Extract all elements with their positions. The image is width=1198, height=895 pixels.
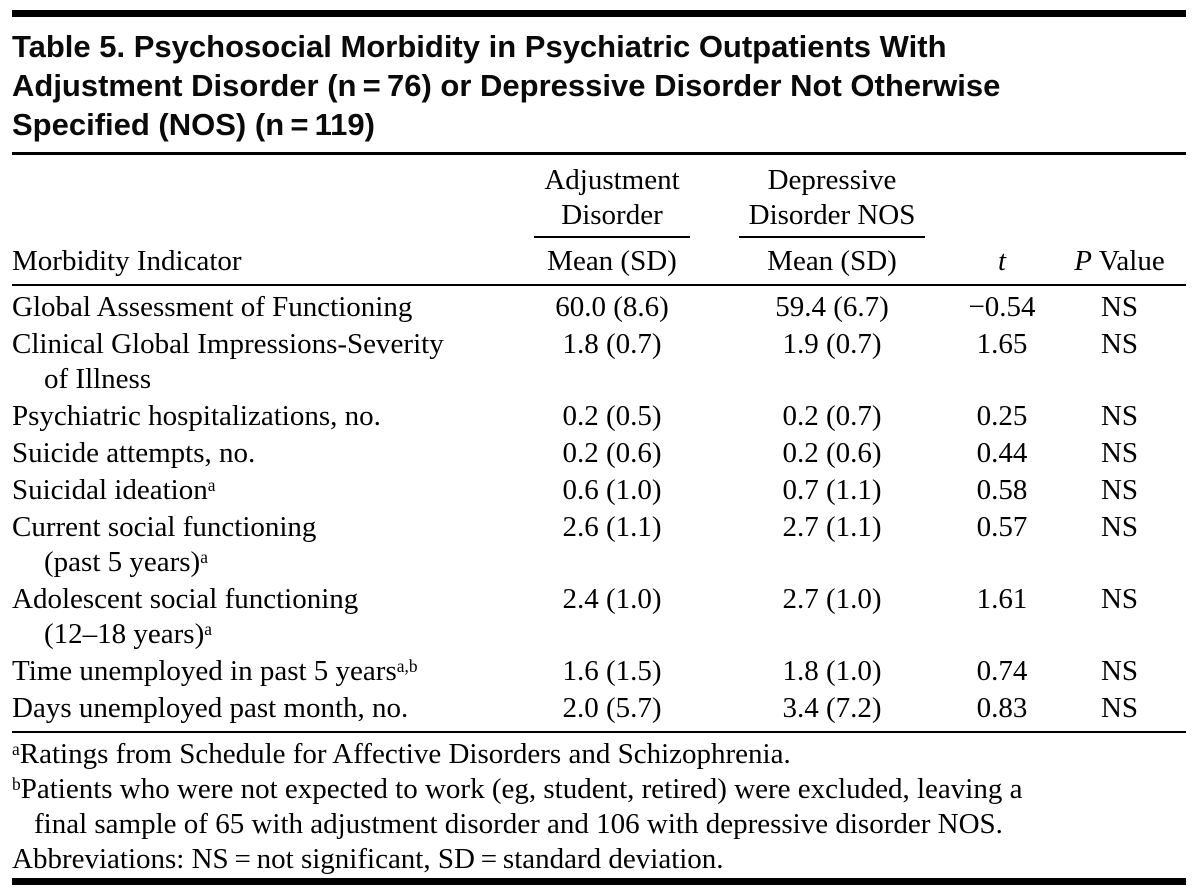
row-label-text: Current social functioning — [12, 511, 317, 543]
footnote-a — [12, 737, 1186, 772]
footnote-reference: a — [207, 475, 216, 496]
column-header-depressive-mean-sd: Mean (SD) — [767, 245, 897, 277]
table-title-line: Specified (NOS) (n = 119) — [12, 107, 375, 142]
row-label-line — [12, 436, 507, 471]
p-value-italic-p: P — [1074, 245, 1092, 277]
cell-t-value: 0.58 — [976, 474, 1028, 506]
title-rule — [12, 152, 1186, 155]
footnote-marker: a — [12, 739, 20, 760]
cell-t-value: −0.54 — [968, 291, 1036, 323]
cell-adjustment-mean-sd: 60.0 (8.6) — [555, 291, 669, 323]
row-label-line — [12, 362, 507, 397]
table-row — [12, 582, 1186, 652]
column-group-adjustment-disorder — [534, 163, 689, 238]
row-label-cell — [12, 399, 507, 434]
table-title-line: Adjustment Disorder (n = 76) or Depressive Disorder Not Otherwise — [12, 68, 1001, 103]
row-label-text: Psychiatric hospitalizations, no. — [12, 400, 381, 432]
table-row — [12, 290, 1186, 325]
footnote-text: Abbreviations: NS = not significant, SD = standard deviation. — [12, 843, 724, 875]
footnote-reference: a — [200, 547, 208, 568]
cell-adjustment-mean-sd: 2.0 (5.7) — [562, 692, 662, 724]
column-header-morbidity-indicator: Morbidity Indicator — [12, 245, 242, 277]
cell-p-value: NS — [1100, 655, 1139, 687]
cell-adjustment-mean-sd: 1.8 (0.7) — [562, 328, 662, 360]
footnote-abbreviations — [12, 842, 1186, 877]
table-header — [12, 163, 1186, 284]
table-row — [12, 473, 1186, 508]
row-label-text: Suicide attempts, no. — [12, 437, 256, 469]
footnotes — [12, 737, 1186, 877]
group-label-line: Depressive — [767, 164, 897, 196]
row-label-line — [12, 545, 507, 580]
row-label-line — [12, 617, 507, 652]
row-label-line — [12, 654, 507, 689]
cell-t-value: 1.61 — [976, 583, 1028, 615]
row-label-cell — [12, 473, 507, 508]
p-value-word: Value — [1091, 245, 1165, 277]
cell-adjustment-mean-sd: 0.2 (0.6) — [562, 437, 662, 469]
row-label-cell — [12, 436, 507, 471]
cell-t-value: 0.83 — [976, 692, 1028, 724]
bottom-rule-bar — [12, 878, 1186, 885]
row-label-text: (12–18 years) — [44, 618, 205, 650]
table-title-line: Table 5. Psychosocial Morbidity in Psychiatric Outpatients With — [12, 29, 947, 64]
cell-depressive-mean-sd: 0.2 (0.7) — [782, 400, 882, 432]
group-label-line: Disorder NOS — [748, 199, 916, 231]
cell-adjustment-mean-sd: 0.6 (1.0) — [562, 474, 662, 506]
cell-t-value: 0.74 — [976, 655, 1028, 687]
row-label-cell — [12, 510, 507, 580]
column-header-t: t — [997, 245, 1007, 277]
cell-p-value: NS — [1100, 692, 1139, 724]
table-row — [12, 654, 1186, 689]
row-label-text: Suicidal ideation — [12, 474, 208, 506]
row-label-text: Clinical Global Impressions-Severity — [12, 328, 444, 360]
table-row — [12, 399, 1186, 434]
cell-depressive-mean-sd: 59.4 (6.7) — [775, 291, 889, 323]
row-label-line — [12, 290, 507, 325]
table-row — [12, 327, 1186, 397]
row-label-text: Time unemployed in past 5 years — [12, 655, 397, 687]
row-label-line — [12, 399, 507, 434]
row-label-cell — [12, 290, 507, 325]
row-label-line — [12, 691, 507, 726]
row-label-text: Adolescent social functioning — [12, 583, 359, 615]
table-row — [12, 436, 1186, 471]
footnote-reference: a — [204, 619, 212, 640]
cell-p-value: NS — [1100, 291, 1139, 323]
table-body — [12, 286, 1186, 728]
row-label-cell — [12, 691, 507, 726]
footnote-reference: a,b — [396, 656, 418, 677]
column-header-row — [12, 244, 1186, 284]
group-label-line: Disorder — [561, 199, 663, 231]
cell-p-value: NS — [1100, 511, 1139, 543]
row-label-line — [12, 510, 507, 545]
row-label-cell — [12, 327, 507, 397]
cell-t-value: 0.57 — [976, 511, 1028, 543]
cell-adjustment-mean-sd: 1.6 (1.5) — [562, 655, 662, 687]
cell-depressive-mean-sd: 0.7 (1.1) — [782, 474, 882, 506]
table-row — [12, 510, 1186, 580]
footnote-marker: b — [12, 774, 21, 795]
cell-depressive-mean-sd: 0.2 (0.6) — [782, 437, 882, 469]
cell-depressive-mean-sd: 2.7 (1.1) — [782, 511, 882, 543]
top-rule-bar — [12, 10, 1186, 17]
cell-t-value: 0.44 — [976, 437, 1028, 469]
row-label-line — [12, 582, 507, 617]
cell-p-value: NS — [1100, 474, 1139, 506]
cell-depressive-mean-sd: 1.8 (1.0) — [782, 655, 882, 687]
row-label-text: of Illness — [44, 363, 152, 395]
table-title — [12, 27, 1186, 144]
column-group-cell-depressive — [717, 163, 947, 238]
row-label-line — [12, 327, 507, 362]
cell-p-value: NS — [1100, 437, 1139, 469]
row-label-cell — [12, 582, 507, 652]
cell-depressive-mean-sd: 3.4 (7.2) — [782, 692, 882, 724]
footnote-line — [12, 842, 1186, 877]
row-label-cell — [12, 654, 507, 689]
cell-p-value: NS — [1100, 583, 1139, 615]
column-group-cell-adjustment — [507, 163, 717, 238]
row-label-text: (past 5 years) — [44, 546, 201, 578]
cell-p-value: NS — [1100, 400, 1139, 432]
footnote-line — [12, 772, 1186, 807]
cell-t-value: 0.25 — [976, 400, 1028, 432]
column-group-depressive-disorder-nos — [739, 163, 926, 238]
footnote-line — [12, 737, 1186, 772]
footnote-b — [12, 772, 1186, 842]
cell-depressive-mean-sd: 1.9 (0.7) — [782, 328, 882, 360]
cell-adjustment-mean-sd: 2.6 (1.1) — [562, 511, 662, 543]
footnote-text: Patients who were not expected to work (eg, student, retired) were excluded, leaving a — [20, 773, 1023, 805]
cell-t-value: 1.65 — [976, 328, 1028, 360]
cell-adjustment-mean-sd: 0.2 (0.5) — [562, 400, 662, 432]
group-label-line: Adjustment — [544, 164, 680, 196]
cell-p-value: NS — [1100, 328, 1139, 360]
column-header-adjustment-mean-sd: Mean (SD) — [547, 245, 677, 277]
footnote-line-continuation: final sample of 65 with adjustment disorder and 106 with depressive disorder NOS. — [34, 808, 1003, 840]
column-header-p-value — [1057, 244, 1182, 279]
footnote-text: Ratings from Schedule for Affective Disorders and Schizophrenia. — [19, 738, 791, 770]
table-bottom-rule — [12, 731, 1186, 733]
table-row — [12, 691, 1186, 726]
column-group-row — [12, 163, 1186, 238]
cell-adjustment-mean-sd: 2.4 (1.0) — [562, 583, 662, 615]
cell-depressive-mean-sd: 2.7 (1.0) — [782, 583, 882, 615]
row-label-text: Global Assessment of Functioning — [12, 291, 413, 323]
row-label-line — [12, 473, 507, 508]
row-label-text: Days unemployed past month, no. — [12, 692, 409, 724]
